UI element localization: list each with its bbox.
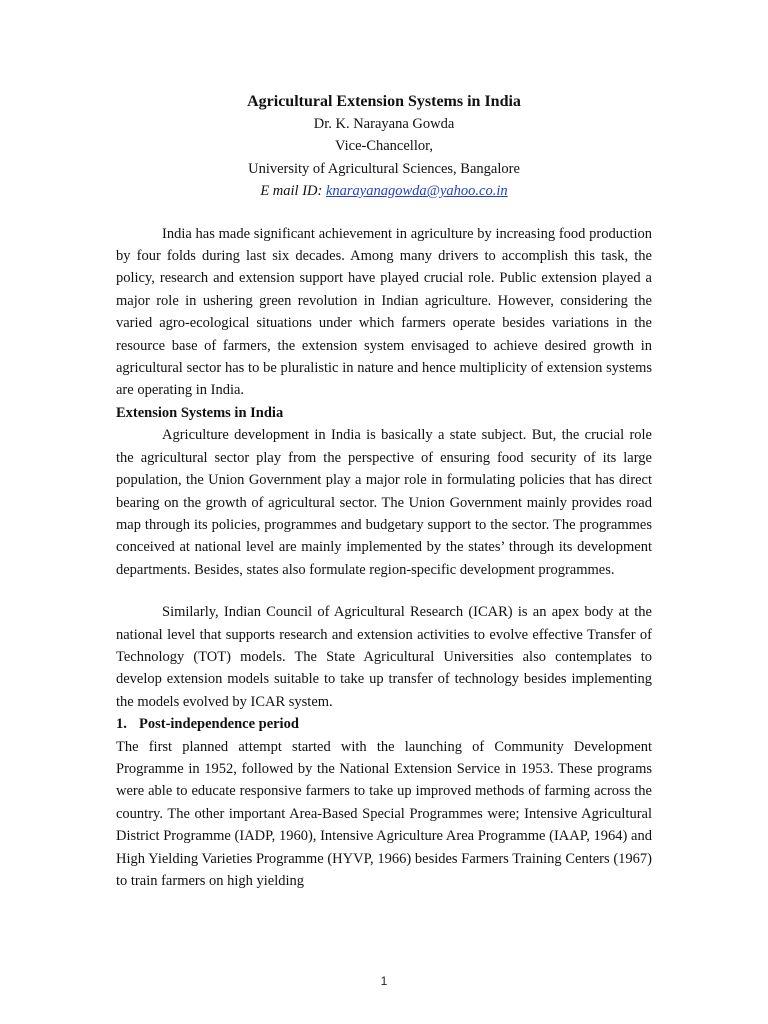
- section2-paragraph: The first planned attempt started with the launching of Community Development Programme in 1952, followed by the National Extension Service in 1953. These programs were able to educate responsive farmers to take up improved methods of farming across the country. The other important Area-Based Special Programmes were; Intensive Agricultural District Programme (IADP, 1960), Intensive Agriculture Area Programme (IAAP, 1964) and High Yielding Varieties Programme (HYVP, 1966) besides Farmers Training Centers (1967) to train farmers on high yielding: [116, 738, 652, 889]
- page-content: [116, 91, 652, 892]
- author-name: Dr. K. Narayana Gowda: [313, 116, 455, 132]
- section1-paragraph-1: Agriculture development in India is basically a state subject. But, the crucial role the agricultural sector play from the perspective of ensuring food security of its large population, the Union Government play a major role in formulating policies that has direct bearing on the growth of agricultural sector. The Union Government mainly provides road map through its policies, programmes and budgetary support to the sector. The programmes conceived at national level are mainly implemented by the states’ through its development departments. Besides, states also formulate region-specific development programmes.: [116, 427, 652, 578]
- author-institution: University of Agricultural Sciences, Bangalore: [248, 160, 520, 177]
- section-number: 1.: [116, 716, 127, 733]
- section-heading-text: Post-independence period: [139, 716, 299, 733]
- author-position: Vice-Chancellor,: [335, 138, 433, 155]
- email-link[interactable]: knarayanagowda@yahoo.co.in: [325, 183, 508, 200]
- email-label: E mail ID:: [260, 183, 326, 200]
- email-line: [116, 180, 652, 202]
- intro-paragraph: India has made significant achievement in agriculture by increasing food production by four folds during last six decades. Among many drivers to accomplish this task, the policy, research and extension support have played crucial role. Public extension played a major role in ushering green revolution in Indian agriculture. However, considering the varied agro-ecological situations under which farmers operate besides variations in the resource base of farmers, the extension system envisaged to achieve desired growth in agricultural sector has to be pluralistic in nature and hence multiplicity of extension systems are operating in India.: [116, 225, 652, 399]
- section-heading-extension-systems: Extension Systems in India: [116, 404, 284, 421]
- section1-paragraph-2: Similarly, Indian Council of Agricultural Research (ICAR) is an apex body at the national level that supports research and extension activities to evolve effective Transfer of Technology (TOT) models. The State Agricultural Universities also contemplates to develop extension models suitable to take up transfer of technology besides implementing the models evolved by ICAR system.: [116, 604, 652, 710]
- page-number: 1: [380, 974, 388, 988]
- document-title: Agricultural Extension Systems in India: [247, 93, 521, 110]
- section-heading-post-independence: [116, 713, 652, 735]
